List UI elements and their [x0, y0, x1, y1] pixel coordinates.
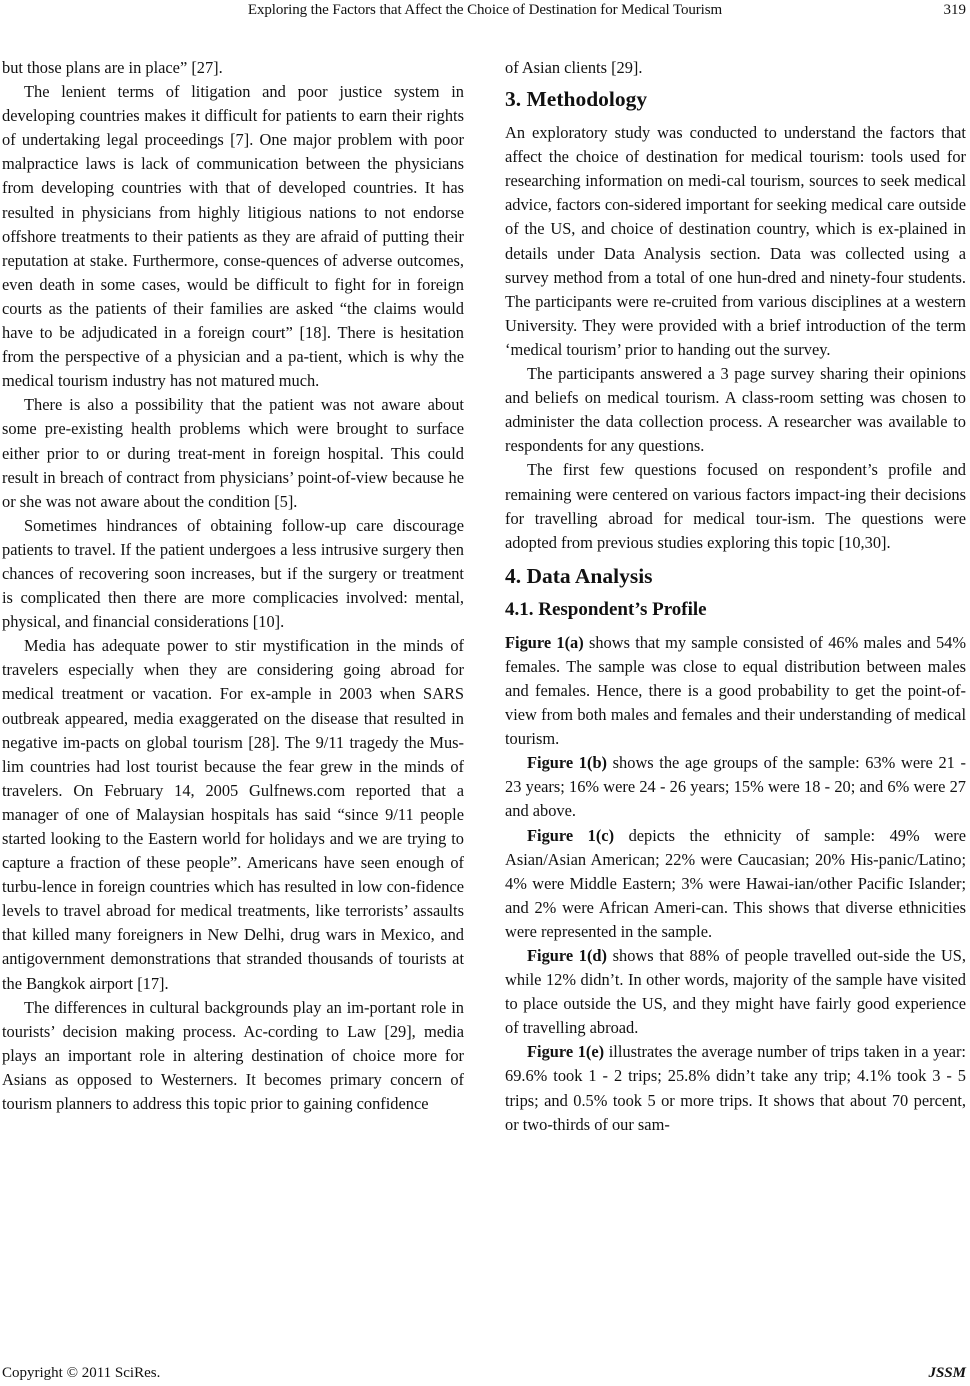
figure-paragraph [505, 631, 966, 751]
section-heading-data-analysis: 4. Data Analysis [505, 563, 653, 588]
subsection-heading-respondents-profile: 4.1. Respondent’s Profile [505, 598, 707, 620]
figure-paragraph [505, 824, 966, 944]
figure-paragraph [505, 751, 966, 823]
paragraph-text: shows that 88% of people travelled out-side the US, while 12% didn’t. In other words, majority of the sample have visited to place outside the US, and they might have fairly good experience of travelling abroad. [505, 946, 966, 1038]
figure-reference: Figure 1(b) [527, 753, 608, 773]
paragraph: There is also a possibility that the patient was not aware about some pre-existing health problems which were brought to surface either prior to or during treat-ment in foreign hospital. This could result in breach of contract from physicians’ point-of-view because he or she was not aware about the condition [5]. [2, 395, 464, 511]
paragraph: The participants answered a 3 page survey sharing their opinions and beliefs on medical tourism. A class-room setting was chosen to administer the data collection process. A researcher was available to respondents for any questions. [505, 364, 966, 456]
copyright-notice: Copyright © 2011 SciRes. [2, 1365, 161, 1381]
paragraph: The lenient terms of litigation and poor justice system in developing countries makes it difficult for patients to earn their rights of undertaking legal proceedings [7]. One major problem with poor malpractice laws is lack of communication between the physicians from developing countries with that of developed countries. It has resulted in physicians from highly litigious nations to not endorse offshore treatments to their patients as they are afraid of putting their reputation at stake. Furthermore, conse-quences of adverse outcomes, even death in some cases, would be difficult to fight for in foreign courts as the patients of their families are asked “the claims would have to be adjudicated in a foreign court” [18]. There is hesitation from the perspective of a physician and a pa-tient, which is why the medical tourism industry has not matured much. [2, 82, 464, 391]
figure-reference: Figure 1(e) [527, 1042, 605, 1062]
paragraph: of Asian clients [29]. [505, 58, 643, 77]
figure-reference: Figure 1(d) [527, 946, 608, 965]
paragraph: but those plans are in place” [27]. [2, 58, 223, 77]
section-heading-methodology: 3. Methodology [505, 87, 648, 112]
paragraph: Sometimes hindrances of obtaining follow-up care discourage patients to travel. If the patient undergoes a less intrusive surgery then chances of recovering soon increases, but if the surgery or treatment is complicated then there are more complicacies involved: mental, physical, and financial considerations [10]. [2, 515, 464, 632]
journal-abbreviation: JSSM [928, 1365, 966, 1381]
paragraph: The first few questions focused on respondent’s profile and remaining were centered on various factors impact-ing their decisions for travelling abroad for medical tour-ism. The questions were adopted from previous studies exploring this topic [10,30]. [505, 460, 966, 552]
right-column [505, 56, 966, 1137]
figure-paragraph [505, 1040, 966, 1136]
paragraph-text: depicts the ethnicity of sample: 49% were Asian/Asian American; 22% were Caucasian; 20% His-panic/Latino; 4% were Middle Eastern; 3% were Hawai-ian/other Pacific Islander; and 2% were African Ameri-can. This shows that diverse ethnicities were represented in the sample. [505, 825, 966, 941]
figure-reference: Figure 1(c) [527, 825, 615, 845]
figure-reference: Figure 1(a) [505, 632, 584, 652]
left-column [2, 56, 464, 1116]
paragraph: An exploratory study was conducted to understand the factors that affect the choice of destination for medical tourism: tools used for researching information on medi-cal tourism, sources to seek medical advice, factors con-sidered important for seeking medical care outside of the US, and choice of destination country, which is ex-plained in details under Data Analysis section. Data was collected using a survey method from a total of one hun-dred and ninety-four students. The participants were re-cruited from various disciplines at a western University. They were provided with a brief introduction of the term ‘medical tourism’ prior to handing out the survey. [505, 123, 966, 359]
paragraph-text: illustrates the average number of trips taken in a year: 69.6% took 1 - 2 trips; 25.8% didn’t take any trip; 4.1% took 3 - 5 trips; and 0.5% took 5 or more trips. It shows that about 70 percent, or two-thirds of our sam- [505, 1042, 966, 1134]
page-footer [0, 1363, 970, 1385]
paragraph: The differences in cultural backgrounds play an im-portant role in tourists’ decision making process. Ac-cording to Law [29], media plays an important role in altering destination of choice more for Asians as opposed to Westerners. It becomes primary concern of tourism planners to address this topic prior to gaining confidence [2, 997, 464, 1114]
paragraph-text: shows that my sample consisted of 46% males and 54% females. The sample was close to equal distribution between males and females. Hence, there is a good probability to get the point-of-view from both males and females and their understanding of medical tourism. [505, 632, 966, 749]
figure-paragraph [505, 944, 966, 1040]
paragraph: Media has adequate power to stir mystification in the minds of travelers especially when they are considering going abroad for medical treatment or vacation. For ex-ample in 2003 when SARS outbreak appeared, media exaggerated on the disease that resulted in negative im-pacts on global tourism [28]. The 9/11 tragedy the Mus-lim countries had lost tourist because the fear grew in the minds of travelers. On February 14, 2005 Gulfnews.com reported that a manager of one of Malaysian hospitals has said “since 9/11 people started looking to the Eastern world for holidays and we are trying to capture a fraction of these people”. Americans have seen enough of turbu-lence in foreign countries which has resulted in low con-fidence levels to travel abroad for medical treatments, like terrorists’ assaults that killed many foreigners in New Delhi, drug wars in Mexico, and antigovernment demonstrations that stranded thousands of tourists at the Bangkok airport [17]. [2, 636, 464, 993]
running-title: Exploring the Factors that Affect the Choice of Destination for Medical Tourism [247, 2, 723, 18]
running-header [0, 0, 970, 24]
page-number: 319 [943, 2, 966, 18]
paragraph-text: shows the age groups of the sample: 63% were 21 - 23 years; 16% were 24 - 26 years; 15% were 18 - 20; and 6% were 27 and above. [505, 753, 966, 821]
